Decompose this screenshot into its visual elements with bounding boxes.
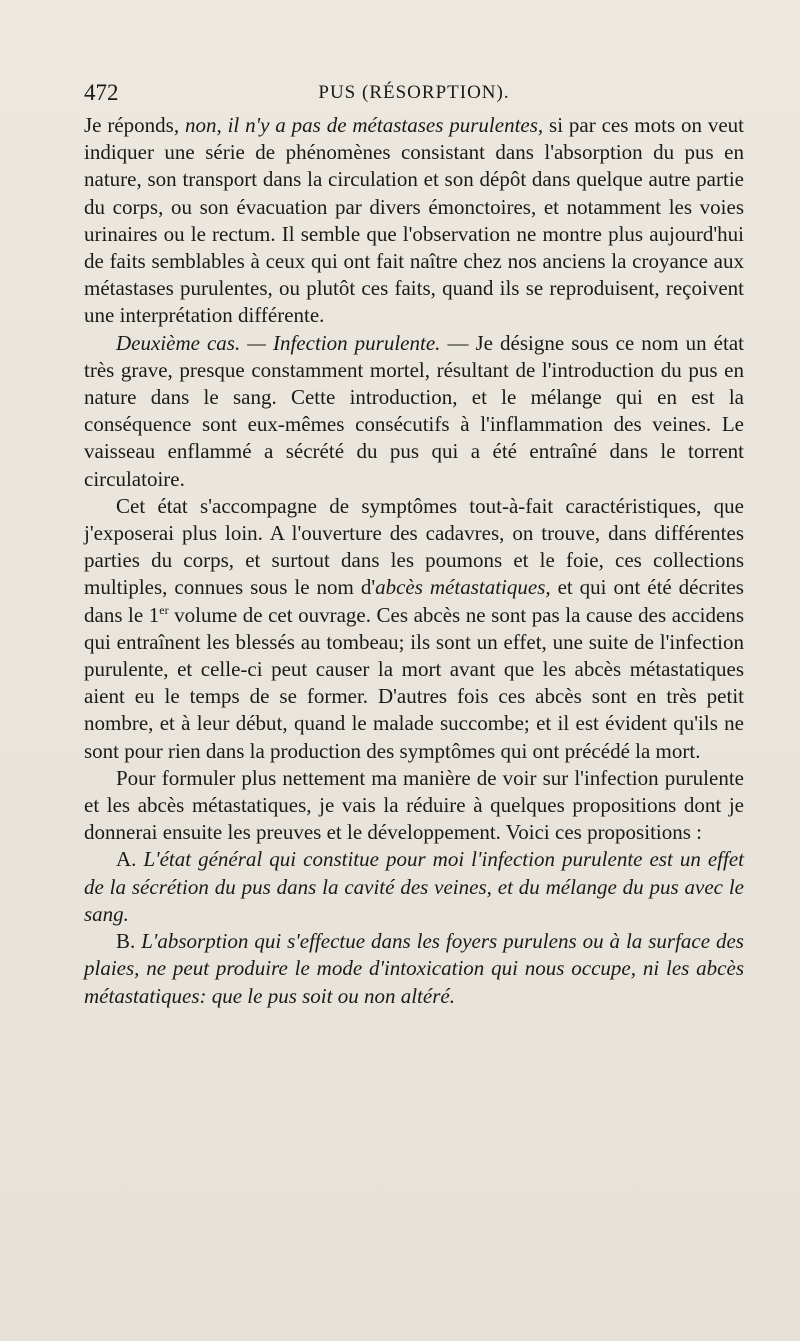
p3-text-2: et qui ont été décrites dans le 1 (84, 575, 744, 627)
p3-text-3: volume de cet ouvrage. Ces abcès ne sont pas la cause des accidens qui entraînent les blessés au tombeau; ils sont un effet, une suite de l'infection purulente, et celle-ci peut causer la mort avant que les abcès métastatiques aient eu le temps de se former. D'autres fois ces abcès sont en très petit nombre, et à leur début, quand le malade succombe; et il est évident qu'ils ne sont pour rien dans la production des symptômes qui ont précédé la mort. (84, 602, 744, 763)
paragraph-3 (84, 493, 744, 765)
proposition-a-label: A. (116, 847, 144, 872)
p1-italic-1: non, il n'y a pas de métastases purulentes, (184, 113, 544, 137)
proposition-a (84, 846, 744, 928)
paragraph-4 (84, 765, 744, 847)
paragraph-2 (84, 330, 744, 493)
p3-text-1: Cet état s'accompagne de symptômes tout-à-fait caractéristiques, que j'exposerai plus loin. A l'ouverture des cadavres, on trouve, dans différentes parties du corps, et surtout dans les poumons et le foie, ces collections multiples, connues sous le nom d' (84, 493, 744, 600)
p1-text-2: si par ces mots on veut indiquer une série de phénomènes consistant dans l'absorption du pus en nature, son transport dans la circulation et son dépôt dans quelque autre partie du corps, ou son évacuation par divers émonctoires, et notamment les voies urinaires ou le rectum. Il semble que l'observation ne montre plus aujourd'hui de faits semblables à ceux qui ont fait naître chez nos anciens la croyance aux métastases purulentes, ou plutôt ces faits, quand ils se reproduisent, reçoivent une interprétation différente. (84, 113, 745, 328)
p3-italic-1: abcès métastatiques, (375, 575, 551, 600)
p3-superscript: er (159, 602, 169, 617)
page-body (84, 112, 744, 1010)
proposition-b-label: B. (116, 929, 142, 954)
proposition-b (84, 928, 744, 1010)
p2-text-1: — Je désigne sous ce nom un état très grave, presque constamment mortel, résultant de l'introduction du pus en nature dans le sang. Cette introduction, et le mélange qui en est la conséquence sont eux-mêmes consécutifs à l'inflammation des veines. Le vaisseau enflammé a sécrété du pus qui a été entraîné dans le torrent circulatoire. (84, 330, 744, 491)
p4-text-1: Pour formuler plus nettement ma manière de voir sur l'infection purulente et les abcès métastatiques, je vais la réduire à quelques propositions dont je donnerai ensuite les preuves et le développement. Voici ces propositions : (84, 765, 744, 845)
paragraph-1 (84, 112, 744, 330)
running-head: PUS (RÉSORPTION). (318, 82, 510, 103)
proposition-b-text: L'absorption qui s'effectue dans les foyers purulens ou à la surface des plaies, ne peut produire le mode d'intoxication qui nous occupe, ni les abcès métastatiques: que le pus soit ou non altéré. (84, 929, 744, 1008)
p2-italic-heading: Deuxième cas. — Infection purulente. (116, 330, 441, 355)
page-number: 472 (84, 80, 119, 105)
page-header (84, 80, 744, 110)
p1-text-1: Je réponds, (84, 113, 185, 137)
proposition-a-text: L'état général qui constitue pour moi l'infection purulente est un effet de la sécrétion du pus dans la cavité des veines, et du mélange du pus avec le sang. (84, 847, 744, 926)
